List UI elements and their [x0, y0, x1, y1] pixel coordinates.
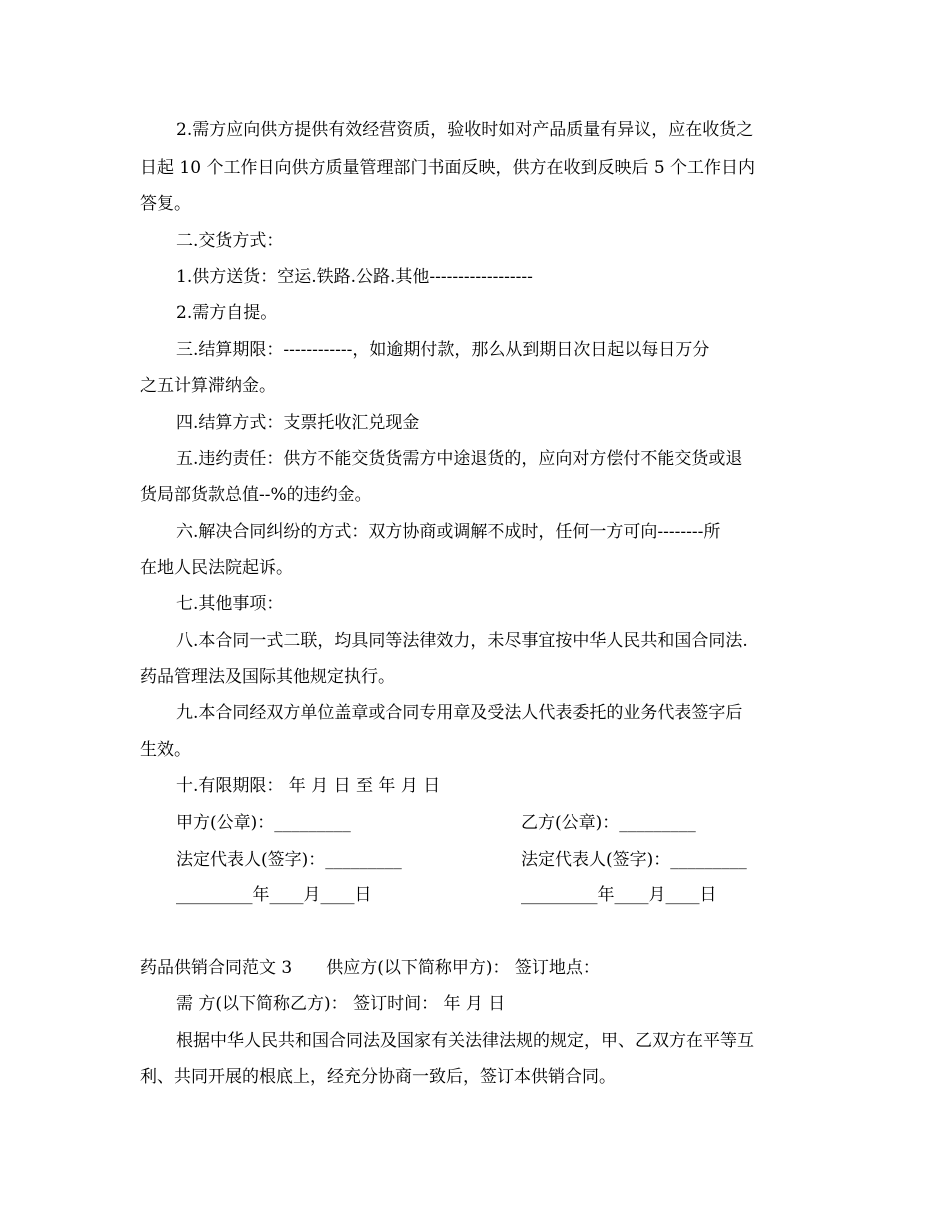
delivery-option-1: 1.供方送货：空运.铁路.公路.其他------------------: [176, 267, 533, 287]
party-a-date: _________年____月____日: [176, 885, 372, 905]
sample-3-buyer-line: 需 方(以下简称乙方)： 签订时间： 年 月 日: [176, 994, 506, 1014]
clause-2-line-2: 日起 10 个工作日向供方质量管理部门书面反映，供方在收到反映后 5 个工作日内: [140, 158, 756, 178]
party-b-seal: 乙方(公章)：_________: [521, 813, 696, 833]
other-matters: 七.其他事项：: [176, 594, 284, 614]
party-b-representative: 法定代表人(签字)：_________: [521, 850, 747, 870]
copies-line-2: 药品管理法及国际其他规定执行。: [140, 667, 395, 687]
party-b-date: _________年____月____日: [521, 885, 717, 905]
sample-3-title-line: 药品供销合同范文 3 供应方(以下简称甲方)： 签订地点：: [140, 958, 600, 978]
disputes-line-2: 在地人民法院起诉。: [140, 558, 293, 578]
clause-2-line-1: 2.需方应向供方提供有效经营资质，验收时如对产品质量有异议，应在收货之: [176, 120, 754, 140]
settlement-period-line-2: 之五计算滞纳金。: [140, 376, 276, 396]
delivery-heading: 二.交货方式：: [176, 231, 284, 251]
effective-line-1: 九.本合同经双方单位盖章或合同专用章及受法人代表委托的业务代表签字后: [176, 703, 743, 723]
validity-period: 十.有限期限： 年 月 日 至 年 月 日: [176, 776, 441, 796]
sample-3-intro-line-2: 利、共同开展的根底上，经充分协商一致后，签订本供销合同。: [140, 1067, 616, 1087]
disputes-line-1: 六.解决合同纠纷的方式：双方协商或调解不成时，任何一方可向--------所: [176, 522, 721, 542]
clause-2-line-3: 答复。: [140, 194, 191, 214]
settlement-period-line-1: 三.结算期限：------------，如逾期付款，那么从到期日次日起以每日万分: [176, 340, 710, 360]
liability-line-1: 五.违约责任：供方不能交货货需方中途退货的，应向对方偿付不能交货或退: [176, 449, 743, 469]
sample-3-intro-line-1: 根据中华人民共和国合同法及国家有关法律法规的规定，甲、乙双方在平等互: [176, 1031, 754, 1051]
delivery-option-2: 2.需方自提。: [176, 303, 278, 323]
party-a-representative: 法定代表人(签字)：_________: [176, 850, 402, 870]
settlement-method: 四.结算方式：支票托收汇兑现金: [176, 413, 420, 433]
liability-line-2: 货局部货款总值--%的违约金。: [140, 485, 372, 505]
party-a-seal: 甲方(公章)：_________: [176, 813, 351, 833]
effective-line-2: 生效。: [140, 740, 191, 760]
copies-line-1: 八.本合同一式二联，均具同等法律效力，未尽事宜按中华人民共和国合同法.: [176, 631, 748, 651]
